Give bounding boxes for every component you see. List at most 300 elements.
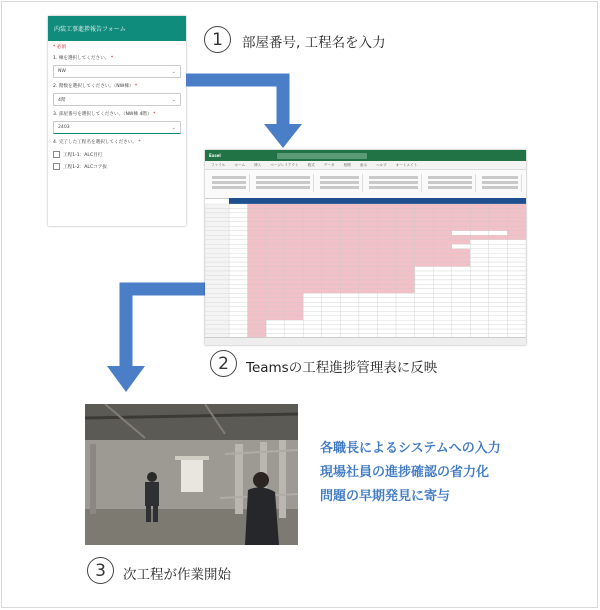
grid-cell[interactable]: [285, 320, 304, 324]
grid-cell[interactable]: [229, 302, 248, 306]
grid-cell[interactable]: [340, 311, 359, 315]
grid-cell[interactable]: [359, 235, 378, 239]
grid-cell[interactable]: [452, 235, 471, 239]
grid-cell[interactable]: [340, 249, 359, 253]
grid-cell[interactable]: [507, 262, 526, 266]
grid-cell[interactable]: [507, 249, 526, 253]
grid-cell[interactable]: [378, 204, 397, 208]
grid-cell[interactable]: [433, 316, 452, 320]
grid-cell[interactable]: [322, 280, 341, 284]
grid-cell[interactable]: [378, 311, 397, 315]
grid-cell[interactable]: [396, 329, 415, 333]
grid-cell[interactable]: [229, 240, 248, 244]
grid-cell[interactable]: [396, 258, 415, 262]
grid-cell[interactable]: [248, 302, 267, 306]
grid-cell[interactable]: [396, 204, 415, 208]
grid-cell[interactable]: [248, 226, 267, 230]
grid-cell[interactable]: [470, 289, 489, 293]
grid-cell[interactable]: [303, 271, 322, 275]
grid-cell[interactable]: [322, 244, 341, 248]
grid-cell[interactable]: [415, 253, 434, 257]
grid-cell[interactable]: [489, 213, 508, 217]
grid-cell[interactable]: [303, 280, 322, 284]
grid-cell[interactable]: [248, 320, 267, 324]
grid-cell[interactable]: [248, 253, 267, 257]
grid-cell[interactable]: [229, 280, 248, 284]
grid-cell[interactable]: [470, 222, 489, 226]
grid-cell[interactable]: [470, 307, 489, 311]
grid-cell[interactable]: [266, 271, 285, 275]
grid-cell[interactable]: [229, 289, 248, 293]
grid-cell[interactable]: [415, 302, 434, 306]
grid-cell[interactable]: [340, 267, 359, 271]
grid-cell[interactable]: [507, 213, 526, 217]
grid-cell[interactable]: [507, 235, 526, 239]
excel-menu-item[interactable]: ページレイアウト: [270, 162, 299, 167]
grid-cell[interactable]: [340, 302, 359, 306]
grid-cell[interactable]: [378, 217, 397, 221]
grid-cell[interactable]: [229, 316, 248, 320]
grid-cell[interactable]: [359, 222, 378, 226]
grid-cell[interactable]: [266, 213, 285, 217]
grid-cell[interactable]: [229, 329, 248, 333]
grid-cell[interactable]: [285, 253, 304, 257]
grid-cell[interactable]: [322, 289, 341, 293]
grid-cell[interactable]: [322, 258, 341, 262]
grid-cell[interactable]: [507, 329, 526, 333]
grid-cell[interactable]: [433, 275, 452, 279]
grid-cell[interactable]: [303, 320, 322, 324]
grid-cell[interactable]: [359, 320, 378, 324]
grid-cell[interactable]: [266, 208, 285, 212]
grid-cell[interactable]: [378, 329, 397, 333]
grid-cell[interactable]: [470, 217, 489, 221]
grid-cell[interactable]: [470, 204, 489, 208]
grid-cell[interactable]: [433, 217, 452, 221]
grid-cell[interactable]: [266, 231, 285, 235]
grid-cell[interactable]: [266, 289, 285, 293]
grid-cell[interactable]: [248, 293, 267, 297]
grid-cell[interactable]: [359, 271, 378, 275]
grid-cell[interactable]: [452, 284, 471, 288]
grid-cell[interactable]: [507, 311, 526, 315]
grid-cell[interactable]: [470, 325, 489, 329]
grid-cell[interactable]: [229, 235, 248, 239]
grid-cell[interactable]: [359, 275, 378, 279]
excel-menu-item[interactable]: データ: [323, 162, 335, 167]
grid-cell[interactable]: [340, 235, 359, 239]
grid-cell[interactable]: [396, 298, 415, 302]
grid-cell[interactable]: [507, 302, 526, 306]
grid-cell[interactable]: [396, 275, 415, 279]
grid-cell[interactable]: [248, 204, 267, 208]
grid-cell[interactable]: [415, 289, 434, 293]
grid-cell[interactable]: [266, 244, 285, 248]
grid-cell[interactable]: [248, 267, 267, 271]
grid-cell[interactable]: [285, 235, 304, 239]
grid-cell[interactable]: [229, 307, 248, 311]
grid-cell[interactable]: [433, 213, 452, 217]
grid-cell[interactable]: [322, 240, 341, 244]
grid-cell[interactable]: [433, 311, 452, 315]
grid-cell[interactable]: [507, 325, 526, 329]
grid-cell[interactable]: [266, 267, 285, 271]
grid-cell[interactable]: [340, 226, 359, 230]
grid-cell[interactable]: [396, 320, 415, 324]
grid-cell[interactable]: [248, 222, 267, 226]
grid-cell[interactable]: [433, 244, 452, 248]
grid-cell[interactable]: [266, 316, 285, 320]
grid-cell[interactable]: [248, 244, 267, 248]
grid-cell[interactable]: [229, 204, 248, 208]
grid-cell[interactable]: [415, 280, 434, 284]
grid-cell[interactable]: [470, 240, 489, 244]
grid-cell[interactable]: [507, 240, 526, 244]
grid-cell[interactable]: [303, 249, 322, 253]
grid-cell[interactable]: [470, 271, 489, 275]
grid-cell[interactable]: [303, 307, 322, 311]
grid-cell[interactable]: [285, 208, 304, 212]
grid-cell[interactable]: [452, 329, 471, 333]
grid-cell[interactable]: [285, 271, 304, 275]
grid-cell[interactable]: [507, 258, 526, 262]
grid-cell[interactable]: [452, 258, 471, 262]
grid-cell[interactable]: [229, 271, 248, 275]
grid-cell[interactable]: [470, 267, 489, 271]
grid-cell[interactable]: [322, 235, 341, 239]
grid-cell[interactable]: [489, 284, 508, 288]
grid-cell[interactable]: [340, 213, 359, 217]
grid-cell[interactable]: [266, 275, 285, 279]
grid-cell[interactable]: [507, 271, 526, 275]
grid-cell[interactable]: [285, 329, 304, 333]
grid-cell[interactable]: [359, 262, 378, 266]
grid-cell[interactable]: [378, 226, 397, 230]
grid-cell[interactable]: [470, 253, 489, 257]
grid-cell[interactable]: [507, 316, 526, 320]
grid-cell[interactable]: [452, 253, 471, 257]
grid-cell[interactable]: [378, 289, 397, 293]
grid-cell[interactable]: [470, 311, 489, 315]
grid-cell[interactable]: [452, 293, 471, 297]
grid-cell[interactable]: [359, 240, 378, 244]
grid-cell[interactable]: [396, 284, 415, 288]
grid-cell[interactable]: [285, 293, 304, 297]
grid-cell[interactable]: [266, 253, 285, 257]
grid-cell[interactable]: [415, 258, 434, 262]
grid-cell[interactable]: [303, 267, 322, 271]
grid-cell[interactable]: [378, 316, 397, 320]
grid-cell[interactable]: [433, 226, 452, 230]
grid-cell[interactable]: [452, 307, 471, 311]
grid-cell[interactable]: [489, 267, 508, 271]
grid-cell[interactable]: [489, 226, 508, 230]
grid-cell[interactable]: [248, 316, 267, 320]
grid-cell[interactable]: [396, 240, 415, 244]
grid-cell[interactable]: [266, 329, 285, 333]
grid-cell[interactable]: [433, 329, 452, 333]
grid-cell[interactable]: [452, 289, 471, 293]
grid-cell[interactable]: [266, 298, 285, 302]
grid-cell[interactable]: [359, 298, 378, 302]
grid-cell[interactable]: [452, 311, 471, 315]
grid-cell[interactable]: [470, 244, 489, 248]
grid-cell[interactable]: [359, 325, 378, 329]
grid-cell[interactable]: [248, 240, 267, 244]
grid-cell[interactable]: [396, 307, 415, 311]
grid-cell[interactable]: [396, 253, 415, 257]
grid-cell[interactable]: [340, 289, 359, 293]
grid-cell[interactable]: [433, 222, 452, 226]
grid-cell[interactable]: [322, 249, 341, 253]
grid-cell[interactable]: [470, 293, 489, 297]
grid-cell[interactable]: [378, 258, 397, 262]
grid-cell[interactable]: [452, 298, 471, 302]
grid-cell[interactable]: [359, 208, 378, 212]
grid-cell[interactable]: [266, 217, 285, 221]
grid-cell[interactable]: [396, 235, 415, 239]
grid-cell[interactable]: [285, 213, 304, 217]
grid-cell[interactable]: [378, 320, 397, 324]
grid-cell[interactable]: [415, 217, 434, 221]
grid-cell[interactable]: [433, 325, 452, 329]
grid-cell[interactable]: [396, 302, 415, 306]
grid-cell[interactable]: [452, 262, 471, 266]
grid-cell[interactable]: [452, 231, 471, 235]
grid-cell[interactable]: [433, 320, 452, 324]
grid-cell[interactable]: [229, 293, 248, 297]
grid-cell[interactable]: [266, 222, 285, 226]
grid-cell[interactable]: [396, 280, 415, 284]
grid-cell[interactable]: [322, 316, 341, 320]
grid-cell[interactable]: [489, 240, 508, 244]
grid-cell[interactable]: [415, 284, 434, 288]
grid-cell[interactable]: [285, 222, 304, 226]
grid-cell[interactable]: [285, 289, 304, 293]
grid-cell[interactable]: [507, 231, 526, 235]
grid-cell[interactable]: [303, 284, 322, 288]
grid-cell[interactable]: [378, 267, 397, 271]
grid-cell[interactable]: [489, 316, 508, 320]
grid-cell[interactable]: [507, 267, 526, 271]
grid-cell[interactable]: [340, 298, 359, 302]
grid-cell[interactable]: [470, 208, 489, 212]
grid-cell[interactable]: [452, 271, 471, 275]
grid-cell[interactable]: [433, 231, 452, 235]
grid-cell[interactable]: [507, 244, 526, 248]
grid-cell[interactable]: [229, 267, 248, 271]
grid-cell[interactable]: [322, 320, 341, 324]
grid-cell[interactable]: [322, 217, 341, 221]
grid-cell[interactable]: [229, 262, 248, 266]
excel-menu-item[interactable]: 校閲: [343, 162, 351, 167]
grid-cell[interactable]: [359, 316, 378, 320]
grid-cell[interactable]: [322, 262, 341, 266]
search-box[interactable]: [277, 153, 367, 159]
grid-cell[interactable]: [433, 298, 452, 302]
grid-cell[interactable]: [266, 258, 285, 262]
grid-cell[interactable]: [396, 267, 415, 271]
grid-cell[interactable]: [489, 325, 508, 329]
grid-cell[interactable]: [229, 249, 248, 253]
grid-cell[interactable]: [248, 275, 267, 279]
grid-cell[interactable]: [248, 329, 267, 333]
grid-cell[interactable]: [340, 253, 359, 257]
grid-cell[interactable]: [229, 311, 248, 315]
grid-cell[interactable]: [229, 298, 248, 302]
grid-cell[interactable]: [378, 253, 397, 257]
grid-cell[interactable]: [322, 293, 341, 297]
grid-cell[interactable]: [285, 231, 304, 235]
grid-cell[interactable]: [340, 329, 359, 333]
grid-cell[interactable]: [415, 271, 434, 275]
grid-cell[interactable]: [266, 280, 285, 284]
grid-cell[interactable]: [303, 316, 322, 320]
grid-cell[interactable]: [470, 298, 489, 302]
grid-cell[interactable]: [322, 307, 341, 311]
grid-cell[interactable]: [359, 311, 378, 315]
grid-cell[interactable]: [415, 262, 434, 266]
grid-cell[interactable]: [470, 302, 489, 306]
grid-cell[interactable]: [415, 208, 434, 212]
grid-cell[interactable]: [378, 249, 397, 253]
grid-cell[interactable]: [229, 258, 248, 262]
grid-cell[interactable]: [322, 275, 341, 279]
grid-cell[interactable]: [303, 217, 322, 221]
grid-cell[interactable]: [285, 244, 304, 248]
grid-cell[interactable]: [248, 298, 267, 302]
grid-cell[interactable]: [266, 240, 285, 244]
grid-cell[interactable]: [340, 258, 359, 262]
grid-cell[interactable]: [396, 293, 415, 297]
grid-cell[interactable]: [340, 284, 359, 288]
grid-cell[interactable]: [433, 302, 452, 306]
grid-cell[interactable]: [433, 204, 452, 208]
grid-cell[interactable]: [396, 208, 415, 212]
grid-cell[interactable]: [415, 244, 434, 248]
grid-cell[interactable]: [415, 307, 434, 311]
grid-cell[interactable]: [359, 253, 378, 257]
grid-cell[interactable]: [285, 316, 304, 320]
grid-cell[interactable]: [322, 271, 341, 275]
grid-cell[interactable]: [303, 231, 322, 235]
grid-cell[interactable]: [489, 262, 508, 266]
grid-cell[interactable]: [470, 280, 489, 284]
grid-cell[interactable]: [396, 231, 415, 235]
grid-cell[interactable]: [396, 217, 415, 221]
grid-cell[interactable]: [359, 226, 378, 230]
grid-cell[interactable]: [378, 222, 397, 226]
grid-cell[interactable]: [248, 280, 267, 284]
grid-cell[interactable]: [470, 249, 489, 253]
grid-cell[interactable]: [489, 235, 508, 239]
grid-cell[interactable]: [229, 226, 248, 230]
grid-cell[interactable]: [452, 226, 471, 230]
grid-cell[interactable]: [340, 244, 359, 248]
grid-cell[interactable]: [452, 204, 471, 208]
grid-cell[interactable]: [378, 208, 397, 212]
grid-cell[interactable]: [378, 271, 397, 275]
excel-menu-item[interactable]: オートメイト: [395, 162, 418, 167]
grid-cell[interactable]: [248, 271, 267, 275]
grid-cell[interactable]: [415, 231, 434, 235]
grid-cell[interactable]: [340, 231, 359, 235]
grid-cell[interactable]: [285, 267, 304, 271]
grid-cell[interactable]: [229, 325, 248, 329]
grid-cell[interactable]: [303, 325, 322, 329]
grid-cell[interactable]: [285, 258, 304, 262]
grid-cell[interactable]: [303, 258, 322, 262]
grid-cell[interactable]: [415, 240, 434, 244]
grid-cell[interactable]: [452, 267, 471, 271]
grid-cell[interactable]: [507, 280, 526, 284]
grid-cell[interactable]: [248, 258, 267, 262]
grid-cell[interactable]: [507, 253, 526, 257]
grid-cell[interactable]: [340, 271, 359, 275]
grid-cell[interactable]: [452, 280, 471, 284]
grid-cell[interactable]: [248, 325, 267, 329]
grid-cell[interactable]: [489, 289, 508, 293]
grid-cell[interactable]: [433, 208, 452, 212]
grid-cell[interactable]: [396, 271, 415, 275]
grid-cell[interactable]: [229, 222, 248, 226]
grid-cell[interactable]: [489, 253, 508, 257]
grid-cell[interactable]: [248, 284, 267, 288]
grid-cell[interactable]: [470, 231, 489, 235]
grid-cell[interactable]: [340, 316, 359, 320]
grid-cell[interactable]: [378, 284, 397, 288]
grid-cell[interactable]: [489, 311, 508, 315]
grid-cell[interactable]: [378, 275, 397, 279]
grid-cell[interactable]: [266, 302, 285, 306]
grid-cell[interactable]: [303, 293, 322, 297]
grid-cell[interactable]: [489, 249, 508, 253]
grid-cell[interactable]: [415, 275, 434, 279]
grid-cell[interactable]: [359, 244, 378, 248]
grid-cell[interactable]: [229, 208, 248, 212]
grid-cell[interactable]: [359, 302, 378, 306]
grid-cell[interactable]: [452, 240, 471, 244]
grid-cell[interactable]: [322, 231, 341, 235]
grid-cell[interactable]: [415, 249, 434, 253]
grid-cell[interactable]: [396, 226, 415, 230]
grid-cell[interactable]: [303, 235, 322, 239]
grid-cell[interactable]: [285, 240, 304, 244]
grid-cell[interactable]: [507, 208, 526, 212]
grid-cell[interactable]: [489, 258, 508, 262]
grid-cell[interactable]: [452, 302, 471, 306]
grid-cell[interactable]: [489, 231, 508, 235]
grid-cell[interactable]: [359, 307, 378, 311]
grid-cell[interactable]: [229, 231, 248, 235]
grid-cell[interactable]: [303, 213, 322, 217]
grid-cell[interactable]: [470, 235, 489, 239]
grid-cell[interactable]: [396, 244, 415, 248]
grid-cell[interactable]: [415, 222, 434, 226]
grid-cell[interactable]: [378, 235, 397, 239]
grid-cell[interactable]: [229, 213, 248, 217]
grid-cell[interactable]: [433, 307, 452, 311]
grid-cell[interactable]: [322, 267, 341, 271]
grid-cell[interactable]: [378, 298, 397, 302]
grid-cell[interactable]: [285, 311, 304, 315]
grid-cell[interactable]: [303, 311, 322, 315]
grid-cell[interactable]: [433, 284, 452, 288]
grid-cell[interactable]: [433, 249, 452, 253]
grid-cell[interactable]: [470, 316, 489, 320]
grid-cell[interactable]: [507, 217, 526, 221]
grid-cell[interactable]: [489, 271, 508, 275]
